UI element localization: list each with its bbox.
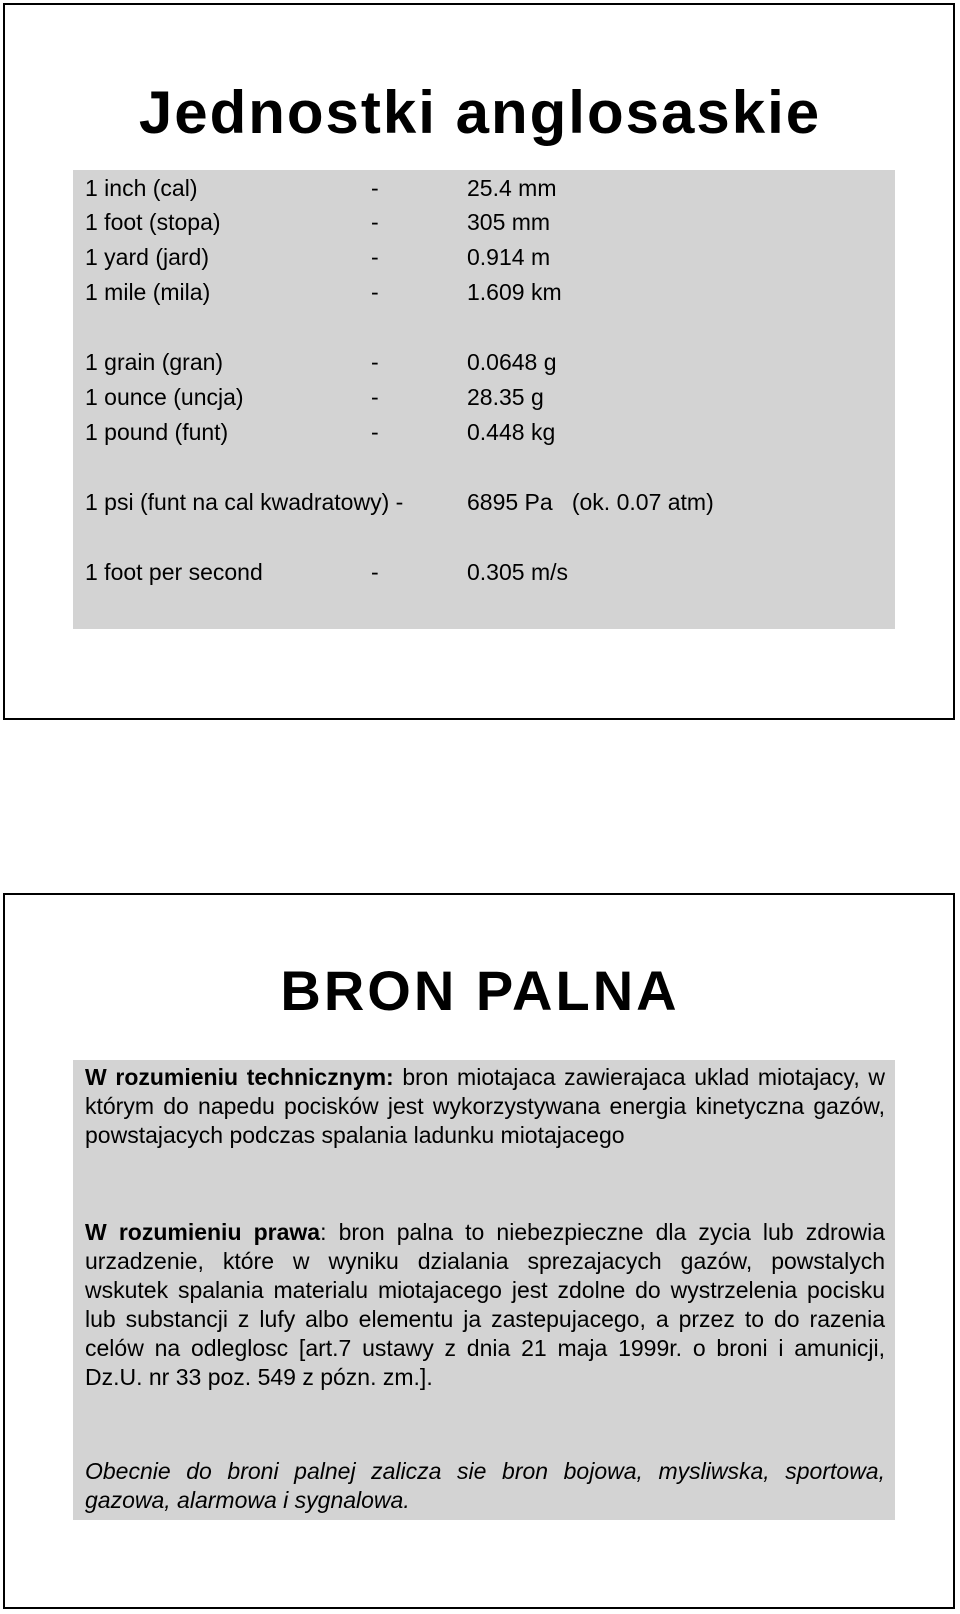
unit-label: 1 yard (jard) <box>85 244 209 270</box>
slide-title-firearm: BRON PALNA <box>280 959 680 1022</box>
unit-value: 1.609 km <box>467 279 562 305</box>
unit-label: 1 inch (cal) <box>85 175 198 201</box>
unit-label: 1 foot (stopa) <box>85 209 221 235</box>
unit-value: 25.4 mm <box>467 175 557 201</box>
unit-value: 0.305 m/s <box>467 559 568 585</box>
unit-dash: - <box>371 244 379 270</box>
unit-value: 0.0648 g <box>467 349 557 375</box>
unit-value: 0.448 kg <box>467 419 556 445</box>
technical-definition-heading: W rozumieniu technicznym: <box>85 1064 394 1090</box>
legal-definition-text: : bron palna to niebezpieczne dla zycia lub zdrowia urzadzenie, które w wyniku dzialania sprezajacych gazów, powstalych wskutek spalania materialu miotajacego jest zdolne do wystrzelenia pocisku lub substancji z lufy albo elementu ja zastepujacego, a przez to do razenia celów na odleglosc [art.7 ustawy z dnia 21 maja 1999r. o broni i amunicji, Dz.U. nr 33 poz. 549 z pózn. zm.]. <box>85 1219 885 1390</box>
unit-dash: - <box>371 279 379 305</box>
unit-value: 305 mm <box>467 209 551 235</box>
unit-dash: - <box>371 384 379 410</box>
unit-label: 1 grain (gran) <box>85 349 224 375</box>
unit-dash: - <box>371 349 379 375</box>
unit-dash: - <box>371 175 379 201</box>
unit-dash: - <box>371 419 379 445</box>
slide-title-units: Jednostki anglosaskie <box>138 79 822 146</box>
technical-definition-text: bron miotajaca zawierajaca uklad miotajacy, w którym do napedu pocisków jest wykorzystywana energia kinetyczna gazów, powstajacych podczas spalania ladunku miotajacego <box>85 1064 885 1148</box>
unit-value: 6895 Pa (ok. 0.07 atm) <box>467 489 714 515</box>
legal-definition-heading: W rozumieniu prawa <box>85 1219 321 1245</box>
unit-dash: - <box>371 559 379 585</box>
unit-value: 28.35 g <box>467 384 544 410</box>
legal-definition <box>85 1218 885 1392</box>
unit-dash: - <box>371 209 379 235</box>
unit-label: 1 ounce (uncja) <box>85 384 244 410</box>
unit-label: 1 foot per second <box>85 559 263 585</box>
unit-value: 0.914 m <box>467 244 551 270</box>
firearm-types: Obecnie do broni palnej zalicza sie bron bojowa, mysliwska, sportowa, gazowa, alarmowa i sygnalowa. <box>85 1458 885 1513</box>
unit-label: 1 psi (funt na cal kwadratowy) - <box>85 489 404 515</box>
unit-label: 1 mile (mila) <box>85 279 211 305</box>
technical-definition <box>85 1063 885 1150</box>
unit-label: 1 pound (funt) <box>85 419 229 445</box>
